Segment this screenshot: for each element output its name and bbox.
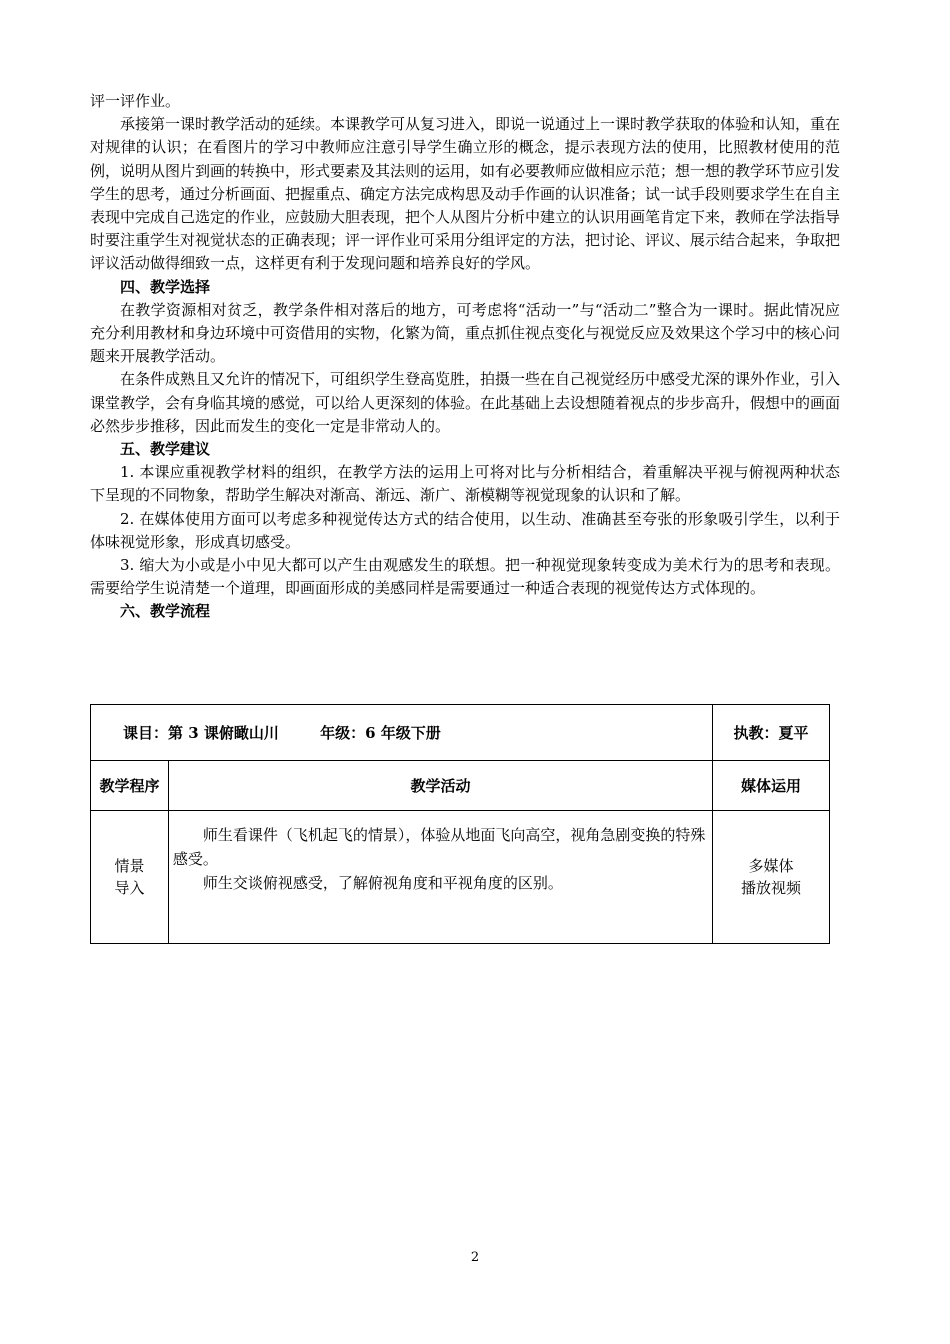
page-number: 2 — [470, 1250, 480, 1265]
table-column-headers — [91, 761, 830, 811]
section-heading: 六、教学流程 — [120, 602, 211, 621]
grade-label: 年级：6 年级下册 — [320, 724, 441, 742]
table-row — [91, 811, 830, 944]
media-line: 多媒体 — [748, 857, 794, 875]
section-heading: 五、教学建议 — [120, 440, 211, 459]
paragraph: 在教学资源相对贫乏，教学条件相对落后的地方，可考虑将“活动一”与“活动二”整合为一课时。据此情况应充分利用教材和身边环境中可资借用的实物，化繁为简，重点抓住视点变化与视觉反应及效果这个学习中的核心问题来开展教学活动。 — [90, 300, 841, 366]
paragraph: 3. 缩大为小或是小中见大都可以产生由观感发生的联想。把一种视觉现象转变成为美术行为的思考和表现。需要给学生说清楚一个道理，即画面形成的美感同样是需要通过一种适合表现的视觉传达方式体现的。 — [90, 556, 840, 598]
course-title: 课目：第 3 课俯瞰山川 — [123, 724, 279, 742]
section-heading: 四、教学选择 — [120, 277, 211, 296]
activity-cell — [168, 811, 712, 944]
column-header-media: 媒体运用 — [713, 761, 830, 811]
table-header-row — [91, 705, 830, 761]
teaching-flow-table — [90, 704, 830, 944]
course-info-cell — [91, 705, 713, 761]
procedure-cell — [91, 811, 169, 944]
teacher-cell: 执教：夏平 — [713, 705, 830, 761]
body-text — [90, 90, 840, 624]
activity-text: 师生看课件（飞机起飞的情景），体验从地面飞向高空，视角急剧变换的特殊感受。 — [172, 826, 706, 868]
paragraph: 2. 在媒体使用方面可以考虑多种视觉传达方式的结合使用，以生动、准确甚至夸张的形象吸引学生，以利于体味视觉形象，形成真切感受。 — [90, 509, 840, 551]
paragraph: 评一评作业。 — [90, 92, 181, 110]
media-line: 播放视频 — [741, 879, 802, 897]
procedure-line: 情景 — [114, 857, 145, 875]
column-header-procedure: 教学程序 — [91, 761, 169, 811]
paragraph: 在条件成熟且又允许的情况下，可组织学生登高览胜，拍摄一些在自己视觉经历中感受尤深的课外作业，引入课堂教学，会有身临其境的感觉，可以给人更深刻的体验。在此基础上去设想随着视点的步步高升，假想中的画面必然步步推移，因此而发生的变化一定是非常动人的。 — [90, 370, 841, 435]
media-cell — [713, 811, 830, 944]
column-header-activity: 教学活动 — [168, 761, 712, 811]
paragraph: 1. 本课应重视教学材料的组织，在教学方法的运用上可将对比与分析相结合，着重解决平视与俯视两种状态下呈现的不同物象，帮助学生解决对渐高、渐远、渐广、渐模糊等视觉现象的认识和了解。 — [90, 463, 840, 505]
procedure-line: 导入 — [114, 879, 145, 897]
paragraph: 承接第一课时教学活动的延续。本课教学可从复习进入，即说一说通过上一课时教学获取的体验和认知，重在对规律的认识；在看图片的学习中教师应注意引导学生确立形的概念，提示表现方法的使用，比照教材使用的范例，说明从图片到画的转换中，形式要素及其法则的运用，如有必要教师应做相应示范；想一想的教学环节应引发学生的思考，通过分析画面、把握重点、确定方法完成构思及动手作画的认识准备；试一试手段则要求学生在自主表现中完成自己选定的作业，应鼓励大胆表现，把个人从图片分析中建立的认识用画笔肯定下来，教师在学法指导时要注重学生对视觉状态的正确表现；评一评作业可采用分组评定的方法，把讨论、评议、展示结合起来，争取把评议活动做得细致一点，这样更有利于发现问题和培养良好的学风。 — [90, 115, 841, 273]
activity-text: 师生交谈俯视感受，了解俯视角度和平视角度的区别。 — [202, 874, 563, 892]
